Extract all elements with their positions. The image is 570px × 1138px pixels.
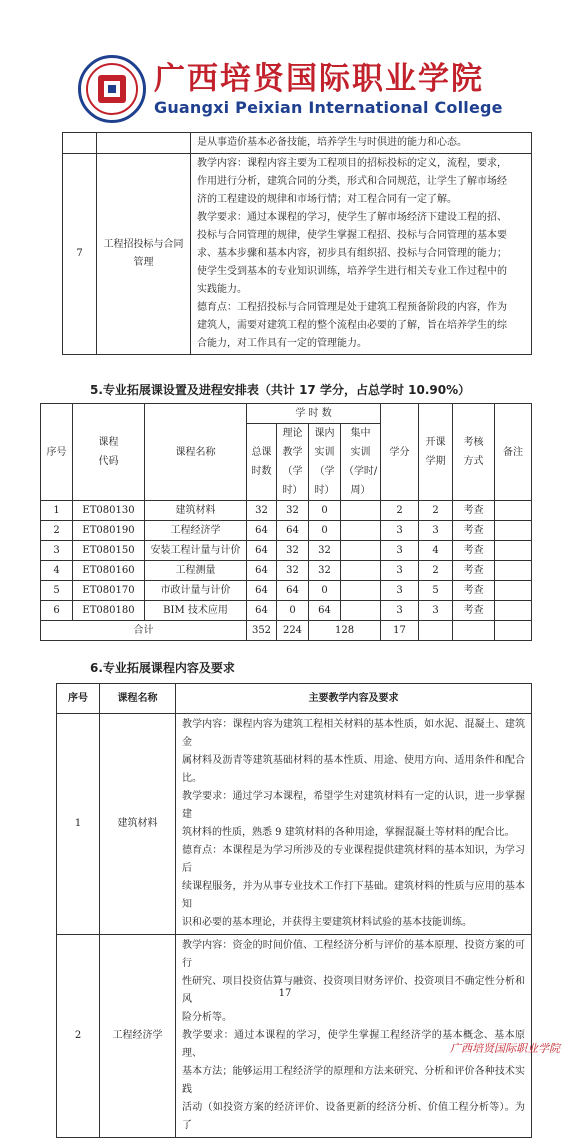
page-number: 17 <box>278 988 292 999</box>
table-row <box>57 935 532 1138</box>
cell-semester: 2 <box>419 501 453 521</box>
cell-theory: 64 <box>277 521 309 541</box>
table-row <box>41 501 532 521</box>
cell-lab: 64 <box>309 601 341 621</box>
school-name-cn: 广西培贤国际职业学院 <box>154 61 484 97</box>
total-theory: 224 <box>277 621 309 641</box>
cell-num: 2 <box>57 935 100 1138</box>
course-content-table-continued <box>62 132 532 355</box>
table-row <box>41 601 532 621</box>
cell-assess: 考查 <box>453 601 495 621</box>
cell-assess: 考查 <box>453 581 495 601</box>
cell-desc <box>191 154 532 355</box>
desc-line: 教学内容：课程内容主要为工程项目的招标投标的定义，流程，要求， <box>197 158 507 169</box>
cell-remarks <box>495 501 532 521</box>
desc-line: 合能力，对工作具有一定的管理能力。 <box>197 338 367 349</box>
cell-desc <box>176 714 532 935</box>
cell-intensive <box>341 541 381 561</box>
cell-assess: 考查 <box>453 521 495 541</box>
cell-name: 工程经济学 <box>145 521 247 541</box>
desc-line: 属材料及沥青等建筑基础材料的基本性质、用途、使用方向、适用条件和配合比。 <box>182 755 525 784</box>
cell-remarks <box>495 521 532 541</box>
cell-theory: 32 <box>277 501 309 521</box>
cell-semester: 3 <box>419 601 453 621</box>
header-assess: 考核 方式 <box>453 404 495 501</box>
cell-num <box>63 133 97 154</box>
desc-line: 德育点：本课程是为学习所涉及的专业课程提供建筑材料的基本知识，为学习后 <box>182 845 525 874</box>
cell-name: 工程经济学 <box>100 935 176 1138</box>
cell-credits: 3 <box>381 521 419 541</box>
cell-num: 5 <box>41 581 73 601</box>
cell-code: ET080160 <box>73 561 145 581</box>
section-6-title: 6.专业拓展课程内容及要求 <box>90 661 235 675</box>
brand-block <box>154 60 503 118</box>
cell-remarks <box>495 581 532 601</box>
cell-credits: 3 <box>381 561 419 581</box>
header-code: 课程 代码 <box>73 404 145 501</box>
desc-line: 教学要求：通过学习本课程，希望学生对建筑材料有一定的认识，进一步掌握建 <box>182 791 525 820</box>
header-lab: 课内 实训 （学 时） <box>309 424 341 501</box>
desc-line: 德育点：工程招投标与合同管理是处于建筑工程预备阶段的内容，作为 <box>197 302 507 313</box>
cell-semester: 3 <box>419 521 453 541</box>
table-row <box>41 581 532 601</box>
cell-num: 2 <box>41 521 73 541</box>
desc-line: 教学要求：通过本课程的学习，使学生掌握工程经济学的基本概念、基本原理、 <box>182 1030 525 1059</box>
total-label: 合计 <box>41 621 247 641</box>
cell-lab: 32 <box>309 541 341 561</box>
total-practice: 128 <box>309 621 381 641</box>
desc-line: 险分析等。 <box>182 1012 232 1023</box>
course-schedule-table <box>40 403 532 641</box>
header-remarks: 备注 <box>495 404 532 501</box>
cell-theory: 32 <box>277 561 309 581</box>
header-total: 总课 时数 <box>247 424 277 501</box>
desc-line: 性研究、项目投资估算与融资、投资项目财务评价、投资项目不确定性分析和风 <box>182 976 525 1005</box>
cell-name: 工程测量 <box>145 561 247 581</box>
extension-course-content-table <box>56 683 532 1138</box>
table-row <box>57 714 532 935</box>
desc-line: 识和必要的基本理论，并获得主要建筑材料试验的基本技能训练。 <box>182 917 472 928</box>
cell-total: 64 <box>247 541 277 561</box>
cell-lab: 0 <box>309 501 341 521</box>
desc-line: 教学内容：资金的时间价值、工程经济分析与评价的基本原理、投资方案的可行 <box>182 940 525 969</box>
cell-num: 4 <box>41 561 73 581</box>
cell-assess: 考查 <box>453 561 495 581</box>
cell-intensive <box>341 521 381 541</box>
cell-assess: 考查 <box>453 541 495 561</box>
cell-desc <box>176 935 532 1138</box>
header-desc: 主要教学内容及要求 <box>176 684 532 714</box>
cell-semester: 4 <box>419 541 453 561</box>
header-num: 序号 <box>57 684 100 714</box>
school-logo <box>78 55 146 123</box>
total-credits: 17 <box>381 621 419 641</box>
cell-name: 市政计量与计价 <box>145 581 247 601</box>
cell-code: ET080180 <box>73 601 145 621</box>
cell-num: 1 <box>41 501 73 521</box>
cell-num: 6 <box>41 601 73 621</box>
cell-total: 64 <box>247 601 277 621</box>
cell-theory: 64 <box>277 581 309 601</box>
cell-intensive <box>341 561 381 581</box>
cell-semester: 2 <box>419 561 453 581</box>
cell-code: ET080150 <box>73 541 145 561</box>
cell-remarks <box>495 561 532 581</box>
cell-total: 64 <box>247 561 277 581</box>
cell-lab: 0 <box>309 521 341 541</box>
total-hours: 352 <box>247 621 277 641</box>
header-hours-group: 学 时 数 <box>247 404 381 424</box>
cell-code: ET080190 <box>73 521 145 541</box>
cell-lab: 0 <box>309 581 341 601</box>
cell-name: 安装工程计量与计价 <box>145 541 247 561</box>
desc-line: 建筑人，需要对建筑工程的整个流程由必要的了解，旨在培养学生的综 <box>197 320 507 331</box>
desc-line: 活动（如投资方案的经济评价、设备更新的经济分析、价值工程分析等）。为了 <box>182 1102 525 1131</box>
table-row <box>41 541 532 561</box>
desc-line: 实践能力。 <box>197 284 247 295</box>
cell-total: 64 <box>247 581 277 601</box>
desc-line: 济的工程建设的规律和市场行情；对工程合同有一定了解。 <box>197 194 457 205</box>
desc-line: 作用进行分析，建筑合同的分类，形式和合同规范，让学生了解市场经 <box>197 176 507 187</box>
cell-intensive <box>341 601 381 621</box>
cell-credits: 3 <box>381 581 419 601</box>
header-num: 序号 <box>41 404 73 501</box>
table-row <box>41 521 532 541</box>
logo-emblem <box>98 75 126 103</box>
cell-num: 7 <box>63 154 97 355</box>
cell-assess: 考查 <box>453 501 495 521</box>
cell-desc: 是从事造价基本必备技能，培养学生与时俱进的能力和心态。 <box>191 133 532 154</box>
header-theory: 理论 教学 （学 时） <box>277 424 309 501</box>
cell-name <box>97 133 191 154</box>
total-empty <box>419 621 453 641</box>
total-empty <box>495 621 532 641</box>
cell-theory: 0 <box>277 601 309 621</box>
cell-remarks <box>495 541 532 561</box>
desc-line: 教学要求：通过本课程的学习，使学生了解市场经济下建设工程的招、 <box>197 212 507 223</box>
cell-total: 64 <box>247 521 277 541</box>
header-name: 课程名称 <box>100 684 176 714</box>
header-semester: 开课 学期 <box>419 404 453 501</box>
table-row <box>63 133 532 154</box>
cell-name: 建筑材料 <box>100 714 176 935</box>
section-5-title: 5.专业拓展课设置及进程安排表（共计 17 学分，占总学时 10.90%） <box>90 383 471 397</box>
cell-remarks <box>495 601 532 621</box>
header-intensive: 集中 实训 （学时/ 周） <box>341 424 381 501</box>
table-row <box>63 154 532 355</box>
total-empty <box>453 621 495 641</box>
cell-name: BIM 技术应用 <box>145 601 247 621</box>
school-name-en: Guangxi Peixian International College <box>154 98 503 117</box>
desc-line: 使学生受到基本的专业知识训练，培养学生进行相关专业工作过程中的 <box>197 266 507 277</box>
desc-line: 求、基本步骤和基本内容，初步具有组织招、投标与合同管理的能力； <box>197 248 507 259</box>
cell-code: ET080130 <box>73 501 145 521</box>
cell-intensive <box>341 501 381 521</box>
cell-num: 1 <box>57 714 100 935</box>
desc-line: 筑材料的性质，熟悉 9 建筑材料的各种用途，掌握混凝土等材料的配合比。 <box>182 827 515 838</box>
cell-name: 工程招投标与合同管理 <box>97 154 191 355</box>
cell-total: 32 <box>247 501 277 521</box>
table-row <box>41 561 532 581</box>
cell-credits: 2 <box>381 501 419 521</box>
header-row <box>41 404 532 424</box>
cell-theory: 32 <box>277 541 309 561</box>
page-header <box>78 52 503 126</box>
total-row <box>41 621 532 641</box>
cell-name: 建筑材料 <box>145 501 247 521</box>
desc-line: 投标与合同管理的规律，使学生掌握工程招、投标与合同管理的基本要 <box>197 230 507 241</box>
cell-credits: 3 <box>381 601 419 621</box>
desc-line: 基本方法；能够运用工程经济学的原理和方法来研究、分析和评价各种技术实践 <box>182 1066 525 1095</box>
cell-credits: 3 <box>381 541 419 561</box>
cell-semester: 5 <box>419 581 453 601</box>
cell-intensive <box>341 581 381 601</box>
header-name: 课程名称 <box>145 404 247 501</box>
cell-num: 3 <box>41 541 73 561</box>
cell-code: ET080170 <box>73 581 145 601</box>
footer-watermark: 广西培贤国际职业学院 <box>450 1042 560 1055</box>
header-credits: 学分 <box>381 404 419 501</box>
cell-lab: 32 <box>309 561 341 581</box>
desc-line: 续课程服务，并为从事专业技术工作打下基础。建筑材料的性质与应用的基本知 <box>182 881 525 910</box>
header-row <box>57 684 532 714</box>
desc-line: 教学内容：课程内容为建筑工程相关材料的基本性质，如水泥、混凝土、建筑金 <box>182 719 525 748</box>
